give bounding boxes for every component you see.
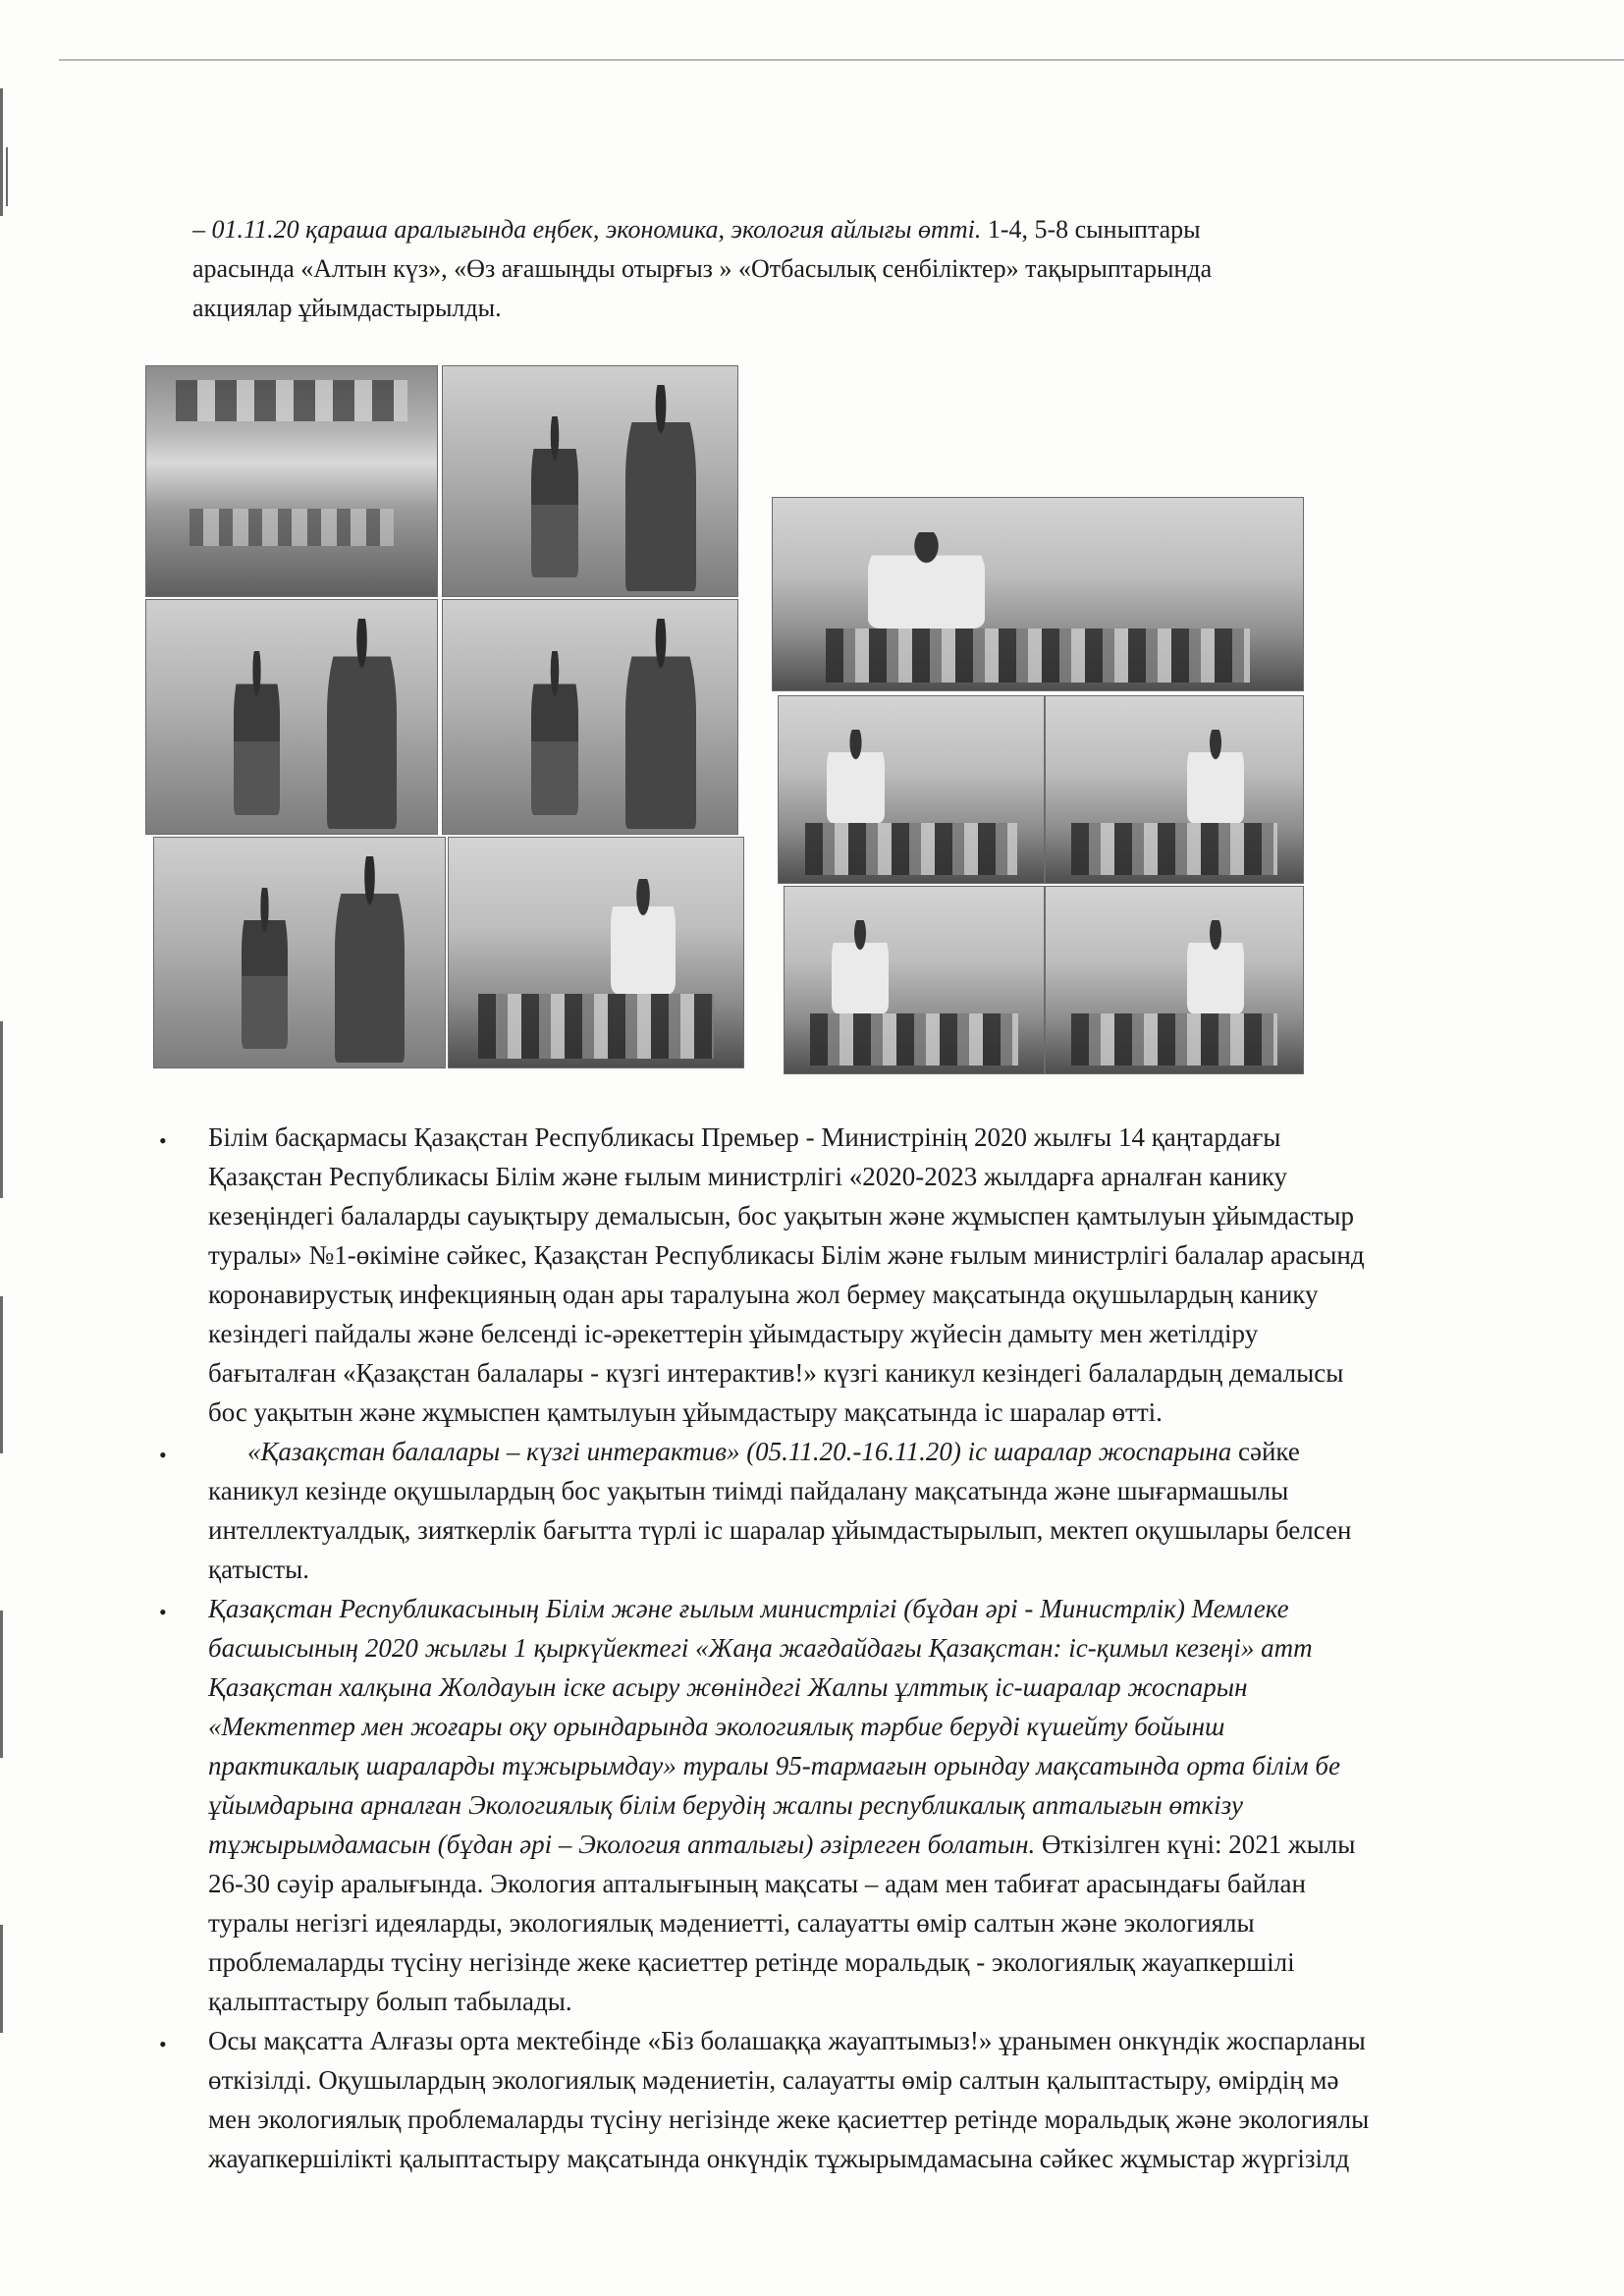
intro-regular-text: 1-4, 5-8 сыныптары <box>981 215 1201 244</box>
bullet-list <box>157 1118 1624 2178</box>
text-line: 26-30 сәуір аралығында. Экология апталығының мақсаты – адам мен табиғат арасындағы байлан <box>208 1869 1306 1898</box>
scan-edge-mark <box>0 88 3 216</box>
scan-top-rule <box>59 59 1624 61</box>
photo-award-ceremony <box>145 599 438 835</box>
photo-award-ceremony <box>442 365 738 597</box>
text-line: каникул кезінде оқушылардың бос уақытын тиімді пайдалану мақсатында және шығармашылы <box>208 1476 1289 1505</box>
text-line: Қазақстан халқына Жолдауын іске асыру жөніндегі Жалпы ұлттық іс-шаралар жоспарын <box>208 1672 1248 1702</box>
bullet-dot-icon: • <box>159 1443 167 1467</box>
bullet-dot-icon: • <box>159 2032 167 2056</box>
text-line: интеллектуалдық, зияткерлік бағытта түрлі іс шаралар ұйымдастырылып, мектеп оқушылары белсен <box>208 1515 1352 1545</box>
text-line: бос уақытын және жұмыспен қамтылуын ұйымдастыру мақсатында іс шаралар өтті. <box>208 1397 1163 1427</box>
intro-line-3: акциялар ұйымдастырылды. <box>192 294 502 322</box>
italic-text: тұжырымдамасын (бұдан әрі – Экология апталығы) әзірлеген болатын. <box>208 1830 1036 1859</box>
text-line: өткізілді. Оқушылардың экологиялық мәдениетін, салауатты өмір салтын қалыптастыру, өмірдің мә <box>208 2065 1339 2095</box>
text-line <box>208 1432 1624 1471</box>
text-line: мен экологиялық проблемаларды түсіну негізінде жеке қасиеттер ретінде моральдық және экологиялы <box>208 2105 1370 2134</box>
text-line: бағыталған «Қазақстан балалары - күзгі интерактив!» күзгі каникул кезіндегі балалардың демалысы <box>208 1358 1344 1388</box>
italic-text: «Қазақстан балалары – күзгі интерактив» (05.11.20.-16.11.20) іс шаралар жоспарына <box>247 1437 1232 1466</box>
text-line: қалыптастыру болып табылады. <box>208 1987 572 2016</box>
scan-edge-mark <box>0 1296 3 1453</box>
text-line: туралы негізгі идеяларды, экологиялық мәдениетті, салауатты өмір салтын және экологиялы <box>208 1908 1255 1938</box>
scan-edge-mark <box>0 1925 3 2033</box>
photo-crafts-exhibition <box>778 695 1045 884</box>
bullet-item-4 <box>157 2021 1624 2178</box>
text-line: ұйымдарына арналған Экологиялық білім берудің жалпы республикалық апталығын өткізу <box>208 1790 1243 1820</box>
photo-award-ceremony <box>153 837 446 1068</box>
intro-line-2: арасында «Алтын күз», «Өз ағашыңды отырғыз » «Отбасылық сенбіліктер» тақырыптарында <box>192 254 1213 283</box>
text-line: коронавирустық инфекцияның одан ары таралуына жол бермеу мақсатында оқушылардың канику <box>208 1280 1319 1309</box>
text-line: кезіндегі пайдалы және белсенді іс-әрекеттерін ұйымдастыру жүйесін дамыту мен жетілдіру <box>208 1319 1259 1348</box>
intro-paragraph <box>192 210 1624 328</box>
text-line: Осы мақсатта Алғазы орта мектебінде «Біз болашаққа жауаптымыз!» ұранымен онкүндік жоспарланы <box>208 2026 1366 2055</box>
text-line: практикалық шараларды тұжырымдау» туралы 95-тармағын орындау мақсатында орта білім бе <box>208 1751 1340 1780</box>
bullet-item-2 <box>157 1432 1624 1589</box>
text-line <box>208 1825 1624 1864</box>
photo-crafts-exhibition <box>772 497 1304 691</box>
intro-italic-text: – 01.11.20 қараша аралығында еңбек, экономика, экология айлығы өтті. <box>192 215 982 244</box>
photo-crafts-exhibition <box>784 886 1045 1074</box>
text-line: проблемаларды түсіну негізінде жеке қасиеттер ретінде моральдық - экологиялық жауапкершілі <box>208 1947 1295 1977</box>
text-line: басшысының 2020 жылғы 1 қыркүйектегі «Жаңа жағдайдағы Қазақстан: іс-қимыл кезеңі» атт <box>208 1633 1313 1663</box>
text-line: кезеңіндегі балаларды сауықтыру демалысын, бос уақытын және жұмыспен қамтылуын ұйымдастыр <box>208 1201 1355 1230</box>
bullet-dot-icon: • <box>159 1600 167 1624</box>
text-line: Білім басқармасы Қазақстан Республикасы Премьер - Министрінің 2020 жылғы 14 қаңтардағы <box>208 1122 1281 1152</box>
photo-crafts-exhibition <box>448 837 744 1068</box>
photo-school-hall <box>145 365 438 597</box>
scan-edge-mark <box>0 1021 3 1198</box>
text-line: Қазақстан Республикасының Білім және ғылым министрлігі (бұдан әрі - Министрлік) Мемлеке <box>208 1594 1289 1623</box>
bullet-dot-icon: • <box>159 1128 167 1153</box>
text-line: жауапкершілікті қалыптастыру мақсатында онкүндік тұжырымдамасына сәйкес жұмыстар жүргізілд <box>208 2144 1350 2173</box>
text-line: туралы» №1-өкіміне сәйкес, Қазақстан Республикасы Білім және ғылым министрлігі балалар арасынд <box>208 1240 1365 1270</box>
photo-award-ceremony <box>442 599 738 835</box>
text-line: Қазақстан Республикасы Білім және ғылым министрлігі «2020-2023 жылдарға арналған канику <box>208 1162 1288 1191</box>
scan-edge-mark <box>0 1611 3 1758</box>
regular-text: Өткізілген күні: 2021 жылы <box>1035 1830 1356 1859</box>
scan-edge-mark <box>6 147 8 206</box>
text-line: «Мектептер мен жоғары оқу орындарында экологиялық тәрбие беруді күшейту бойынш <box>208 1712 1225 1741</box>
bullet-item-1 <box>157 1118 1624 1432</box>
intro-line-1 <box>192 210 1624 249</box>
photo-crafts-exhibition <box>1045 886 1304 1074</box>
bullet-item-3 <box>157 1589 1624 2021</box>
text-line: қатысты. <box>208 1555 310 1584</box>
regular-text: сәйке <box>1231 1437 1300 1466</box>
photo-crafts-exhibition <box>1045 695 1304 884</box>
